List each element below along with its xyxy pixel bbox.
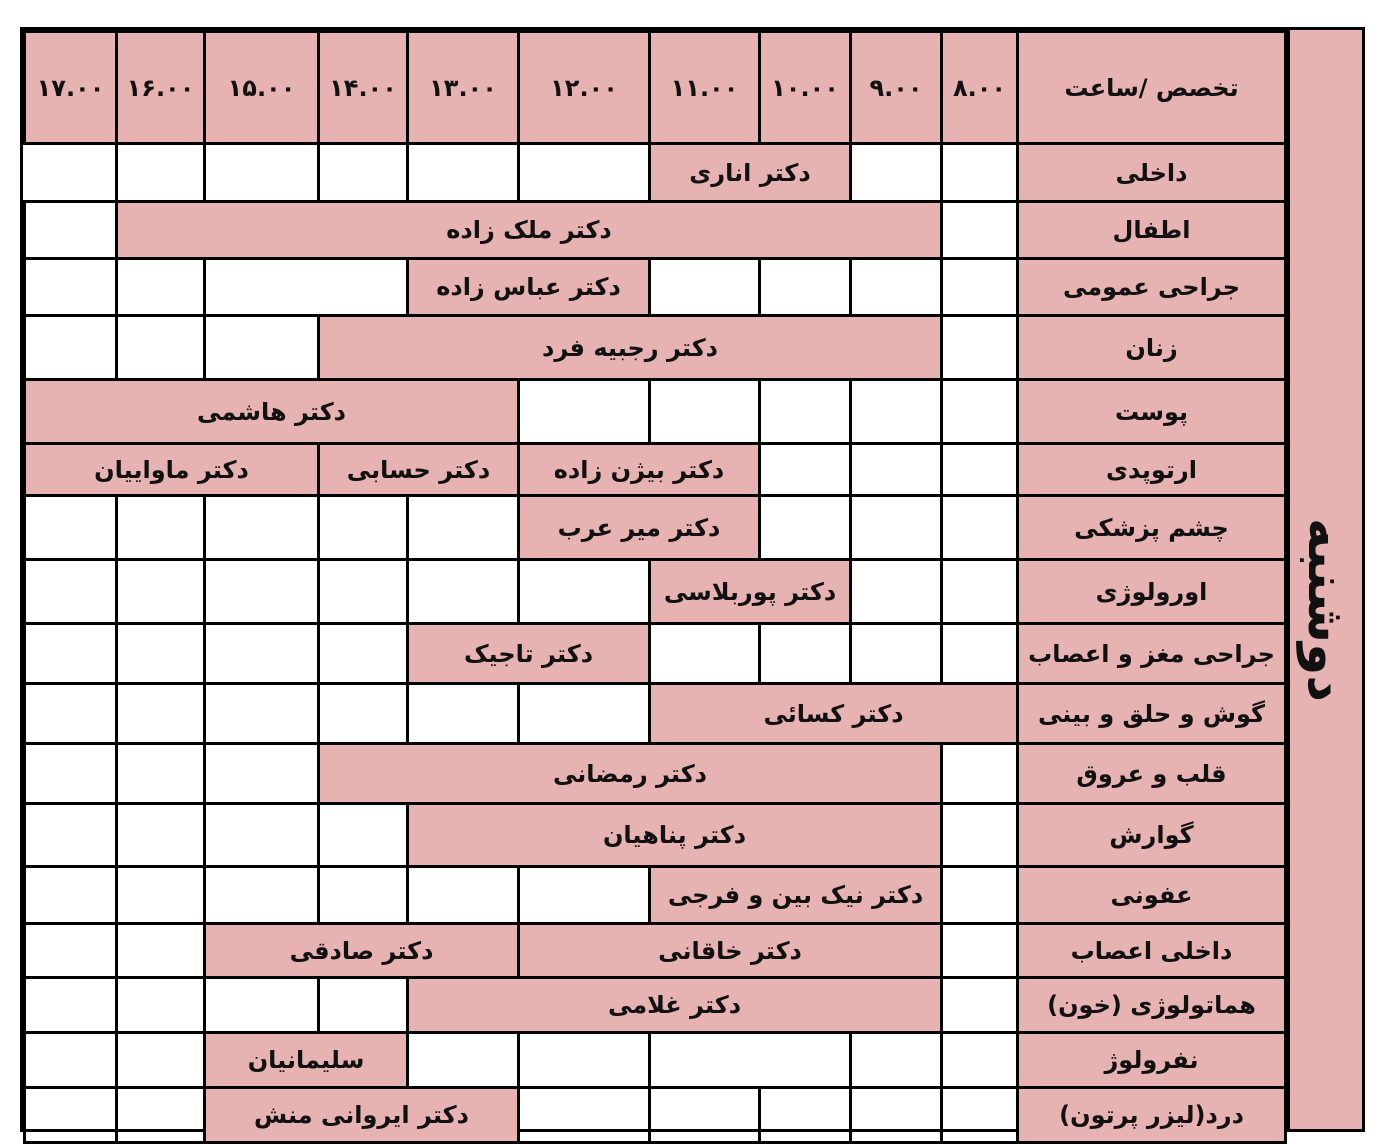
specialty-cell: عفونی: [1018, 867, 1286, 924]
empty-slot: [319, 804, 408, 867]
empty-slot: [25, 684, 117, 744]
doctor-slot: دکتر رجبیه فرد: [319, 316, 942, 380]
empty-slot: [205, 804, 319, 867]
hour-header: ۸.۰۰: [942, 32, 1018, 144]
schedule-row: [25, 316, 1286, 380]
doctor-slot: دکتر ماواییان: [25, 444, 319, 496]
doctor-slot: دکتر ملک زاده: [117, 202, 942, 259]
specialty-cell: جراحی مغز و اعصاب: [1018, 624, 1286, 684]
doctor-slot: دکتر حسابی: [319, 444, 519, 496]
empty-slot: [25, 924, 117, 978]
empty-slot: [851, 1088, 942, 1143]
doctor-slot: دکتر نیک بین و فرجی: [650, 867, 942, 924]
empty-slot: [205, 316, 319, 380]
empty-slot: [851, 496, 942, 560]
schedule-row: [25, 624, 1286, 684]
empty-slot: [942, 259, 1018, 316]
day-label: دوشنبه: [1296, 517, 1356, 703]
empty-slot: [319, 978, 408, 1033]
empty-slot: [942, 1033, 1018, 1088]
empty-slot: [25, 202, 117, 259]
schedule-row: [25, 444, 1286, 496]
empty-slot: [25, 259, 117, 316]
doctor-slot: دکتر صادقی: [205, 924, 519, 978]
empty-slot: [205, 684, 319, 744]
empty-slot: [408, 684, 519, 744]
hour-header: ۱۳.۰۰: [408, 32, 519, 144]
schedule-row: [25, 924, 1286, 978]
empty-slot: [851, 560, 942, 624]
empty-slot: [408, 144, 519, 202]
hour-header: ۱۱.۰۰: [650, 32, 760, 144]
schedule-row: [25, 202, 1286, 259]
empty-slot: [851, 444, 942, 496]
specialty-cell: هماتولوژی (خون): [1018, 978, 1286, 1033]
specialty-cell: چشم پزشکی: [1018, 496, 1286, 560]
header-specialty-hour: تخصص /ساعت: [1018, 32, 1286, 144]
doctor-slot: سلیمانیان: [205, 1033, 408, 1088]
empty-slot: [117, 496, 205, 560]
empty-slot: [942, 867, 1018, 924]
specialty-cell: زنان: [1018, 316, 1286, 380]
schedule-row: [25, 867, 1286, 924]
schedule-table: [23, 30, 1287, 1144]
doctor-slot: دکتر بیژن زاده: [519, 444, 760, 496]
empty-slot: [117, 1033, 205, 1088]
empty-slot: [851, 1033, 942, 1088]
doctor-slot: دکتر پناهیان: [408, 804, 942, 867]
empty-slot: [942, 316, 1018, 380]
hour-header: ۱۵.۰۰: [205, 32, 319, 144]
empty-slot: [205, 978, 319, 1033]
empty-slot: [205, 496, 319, 560]
empty-slot: [205, 744, 319, 804]
schedule-row: [25, 496, 1286, 560]
empty-slot: [851, 624, 942, 684]
empty-slot: [519, 1033, 650, 1088]
empty-slot: [117, 1088, 205, 1143]
empty-slot: [519, 867, 650, 924]
specialty-cell: اورولوژی: [1018, 560, 1286, 624]
empty-slot: [117, 624, 205, 684]
empty-slot: [205, 259, 408, 316]
empty-slot: [942, 144, 1018, 202]
doctor-slot: دکتر پوربلاسی: [650, 560, 851, 624]
schedule-row: [25, 1033, 1286, 1088]
schedule-row: [25, 560, 1286, 624]
empty-slot: [117, 684, 205, 744]
specialty-cell: اطفال: [1018, 202, 1286, 259]
empty-slot: [25, 867, 117, 924]
empty-slot: [942, 924, 1018, 978]
empty-slot: [519, 380, 650, 444]
empty-slot: [25, 316, 117, 380]
specialty-cell: گوش و حلق و بینی: [1018, 684, 1286, 744]
empty-slot: [25, 744, 117, 804]
empty-slot: [942, 804, 1018, 867]
empty-slot: [760, 444, 851, 496]
empty-slot: [25, 624, 117, 684]
empty-slot: [942, 444, 1018, 496]
specialty-cell: جراحی عمومی: [1018, 259, 1286, 316]
hour-header: ۱۴.۰۰: [319, 32, 408, 144]
hour-header: ۱۷.۰۰: [25, 32, 117, 144]
doctor-slot: دکتر غلامی: [408, 978, 942, 1033]
empty-slot: [942, 1088, 1018, 1143]
specialty-cell: نفرولوژ: [1018, 1033, 1286, 1088]
empty-slot: [519, 144, 650, 202]
empty-slot: [650, 1033, 851, 1088]
schedule-row: [25, 380, 1286, 444]
empty-slot: [319, 684, 408, 744]
empty-slot: [25, 496, 117, 560]
empty-slot: [851, 259, 942, 316]
empty-slot: [205, 624, 319, 684]
schedule-row: [25, 744, 1286, 804]
empty-slot: [650, 380, 760, 444]
empty-slot: [760, 496, 851, 560]
schedule-row: [25, 684, 1286, 744]
empty-slot: [117, 924, 205, 978]
empty-slot: [942, 202, 1018, 259]
specialty-cell: درد(لیزر پرتون): [1018, 1088, 1286, 1143]
empty-slot: [519, 684, 650, 744]
doctor-slot: دکتر هاشمی: [25, 380, 519, 444]
empty-slot: [408, 1033, 519, 1088]
empty-slot: [319, 624, 408, 684]
empty-slot: [942, 560, 1018, 624]
doctor-slot: دکتر ایروانی منش: [205, 1088, 519, 1143]
specialty-cell: ارتوپدی: [1018, 444, 1286, 496]
empty-slot: [760, 380, 851, 444]
empty-slot: [851, 144, 942, 202]
empty-slot: [117, 259, 205, 316]
empty-slot: [117, 560, 205, 624]
empty-slot: [650, 259, 760, 316]
empty-slot: [519, 1088, 650, 1143]
doctor-slot: دکتر خاقانی: [519, 924, 942, 978]
doctor-slot: دکتر اناری: [650, 144, 851, 202]
doctor-slot: دکتر کسائی: [650, 684, 1018, 744]
empty-slot: [408, 560, 519, 624]
hour-header: ۹.۰۰: [851, 32, 942, 144]
schedule-row: [25, 1088, 1286, 1143]
empty-slot: [650, 624, 760, 684]
hour-header: ۱۰.۰۰: [760, 32, 851, 144]
doctor-slot: دکتر تاجیک: [408, 624, 650, 684]
empty-slot: [205, 144, 319, 202]
empty-slot: [319, 560, 408, 624]
empty-slot: [408, 496, 519, 560]
specialty-cell: پوست: [1018, 380, 1286, 444]
empty-slot: [760, 624, 851, 684]
empty-slot: [760, 1088, 851, 1143]
empty-slot: [205, 867, 319, 924]
day-column: [1287, 30, 1362, 1129]
empty-slot: [942, 978, 1018, 1033]
schedule-row: [25, 804, 1286, 867]
empty-slot: [25, 560, 117, 624]
empty-slot: [942, 744, 1018, 804]
empty-slot: [117, 144, 205, 202]
specialty-cell: قلب و عروق: [1018, 744, 1286, 804]
empty-slot: [25, 978, 117, 1033]
doctor-slot: دکتر رمضانی: [319, 744, 942, 804]
empty-slot: [851, 380, 942, 444]
empty-slot: [408, 867, 519, 924]
empty-slot: [205, 560, 319, 624]
empty-slot: [942, 380, 1018, 444]
empty-slot: [117, 744, 205, 804]
schedule-row: [25, 259, 1286, 316]
doctor-slot: دکتر عباس زاده: [408, 259, 650, 316]
empty-slot: [319, 144, 408, 202]
header-row: [25, 32, 1286, 144]
schedule-sheet: [20, 27, 1365, 1132]
empty-slot: [760, 259, 851, 316]
empty-slot: [519, 560, 650, 624]
empty-slot: [319, 496, 408, 560]
specialty-cell: داخلی: [1018, 144, 1286, 202]
empty-slot: [117, 804, 205, 867]
empty-slot: [25, 1088, 117, 1143]
empty-slot: [25, 804, 117, 867]
hour-header: ۱۲.۰۰: [519, 32, 650, 144]
empty-slot: [942, 496, 1018, 560]
empty-slot: [650, 1088, 760, 1143]
specialty-cell: داخلی اعصاب: [1018, 924, 1286, 978]
empty-slot: [117, 978, 205, 1033]
schedule-row: [25, 978, 1286, 1033]
schedule-row: [25, 144, 1286, 202]
empty-slot: [117, 316, 205, 380]
empty-slot: [319, 867, 408, 924]
empty-slot: [942, 624, 1018, 684]
doctor-slot: دکتر میر عرب: [519, 496, 760, 560]
empty-slot: [117, 867, 205, 924]
empty-slot: [25, 1033, 117, 1088]
hour-header: ۱۶.۰۰: [117, 32, 205, 144]
specialty-cell: گوارش: [1018, 804, 1286, 867]
